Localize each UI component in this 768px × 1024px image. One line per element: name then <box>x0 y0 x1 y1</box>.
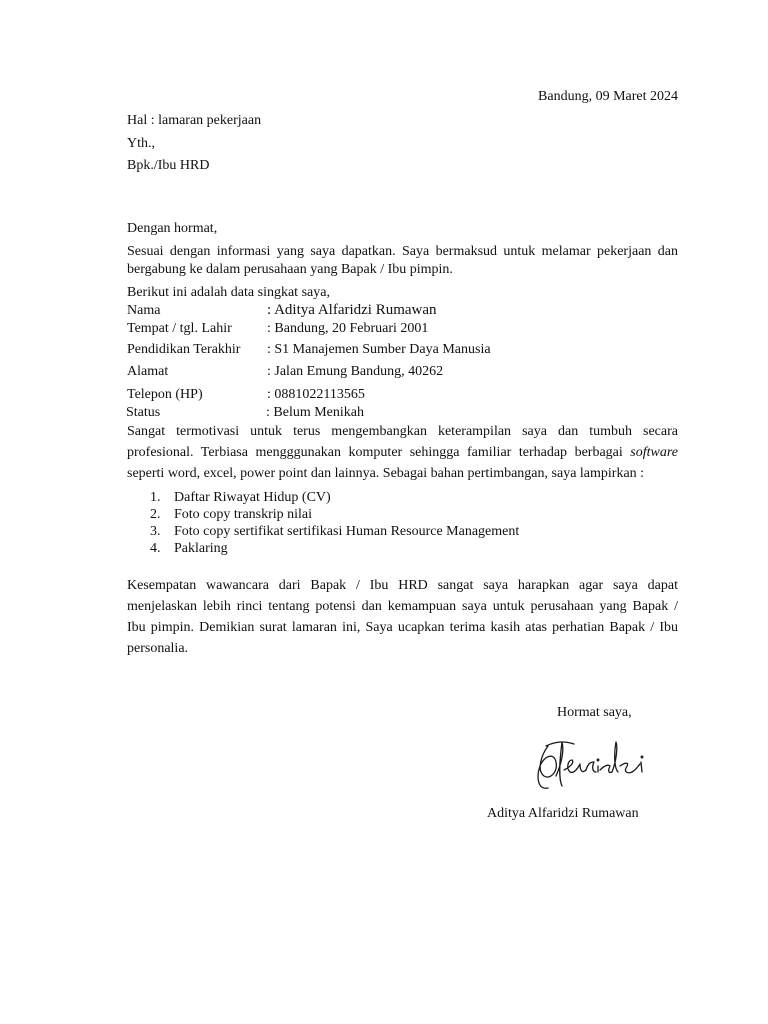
data-value: : Jalan Emung Bandung, 40262 <box>267 364 444 379</box>
list-text: Paklaring <box>174 541 228 556</box>
motivation-line: Sangat termotivasi untuk terus mengembangkan keterampilan saya dan tumbuh secara <box>127 424 678 439</box>
motivation-paragraph <box>127 421 678 484</box>
attachment-list <box>150 489 519 557</box>
subject-line: Hal : lamaran pekerjaan <box>127 113 262 128</box>
intro-line: Sesuai dengan informasi yang saya dapatkan. Saya bermaksud untuk melamar pekerjaan dan <box>127 244 678 259</box>
recipient-line-2: Bpk./Ibu HRD <box>127 158 210 173</box>
data-label: Tempat / tgl. Lahir <box>127 321 232 336</box>
motivation-text: profesional. Terbiasa mengggunakan komputer sehingga familiar terhadap berbagai <box>127 445 631 460</box>
data-value: : Aditya Alfaridzi Rumawan <box>267 302 437 318</box>
list-number: 3. <box>150 524 161 539</box>
list-item <box>150 540 519 557</box>
data-value: : Bandung, 20 Februari 2001 <box>267 321 429 336</box>
intro-line: bergabung ke dalam perusahaan yang Bapak / Ibu pimpin. <box>127 262 453 277</box>
software-emphasis: software <box>630 445 678 460</box>
closing-line: Ibu pimpin. Demikian surat lamaran ini, Saya ucapkan terima kasih atas perhatian Bapak / Ibu <box>127 620 678 635</box>
list-text: Foto copy sertifikat sertifikasi Human Resource Management <box>174 524 520 539</box>
recipient-line-1: Yth., <box>127 136 155 151</box>
list-number: 4. <box>150 541 161 556</box>
list-number: 2. <box>150 507 161 522</box>
data-label: Alamat <box>127 364 169 379</box>
motivation-line: seperti word, excel, power point dan lainnya. Sebagai bahan pertimbangan, saya lampirkan : <box>127 466 645 481</box>
signer-name: Aditya Alfaridzi Rumawan <box>487 806 639 821</box>
data-label: Nama <box>127 303 161 318</box>
closing-line: Kesempatan wawancara dari Bapak / Ibu HRD sangat saya harapkan agar saya dapat <box>127 578 678 593</box>
list-number: 1. <box>150 490 161 505</box>
closing-line: menjelaskan lebih rinci tentang potensi dan kemampuan saya untuk perusahaan yang Bapak / <box>127 599 678 614</box>
data-intro: Berikut ini adalah data singkat saya, <box>127 285 330 300</box>
list-text: Daftar Riwayat Hidup (CV) <box>174 490 331 505</box>
data-value: : 0881022113565 <box>267 387 365 402</box>
greeting: Dengan hormat, <box>127 221 218 236</box>
data-label: Telepon (HP) <box>127 387 203 402</box>
data-value: : S1 Manajemen Sumber Daya Manusia <box>267 342 491 357</box>
list-item <box>150 506 519 523</box>
regards: Hormat saya, <box>557 705 632 720</box>
closing-paragraph <box>127 575 678 659</box>
signature-image <box>528 732 652 798</box>
data-label: Pendidikan Terakhir <box>127 342 241 357</box>
list-item <box>150 489 519 506</box>
motivation-line <box>127 442 678 463</box>
data-value: : Belum Menikah <box>266 405 364 420</box>
list-text: Foto copy transkrip nilai <box>174 507 313 522</box>
closing-line: personalia. <box>127 641 189 656</box>
data-label: Status <box>126 405 161 420</box>
list-item <box>150 523 519 540</box>
intro-paragraph <box>127 243 678 279</box>
place-date: Bandung, 09 Maret 2024 <box>538 89 678 104</box>
